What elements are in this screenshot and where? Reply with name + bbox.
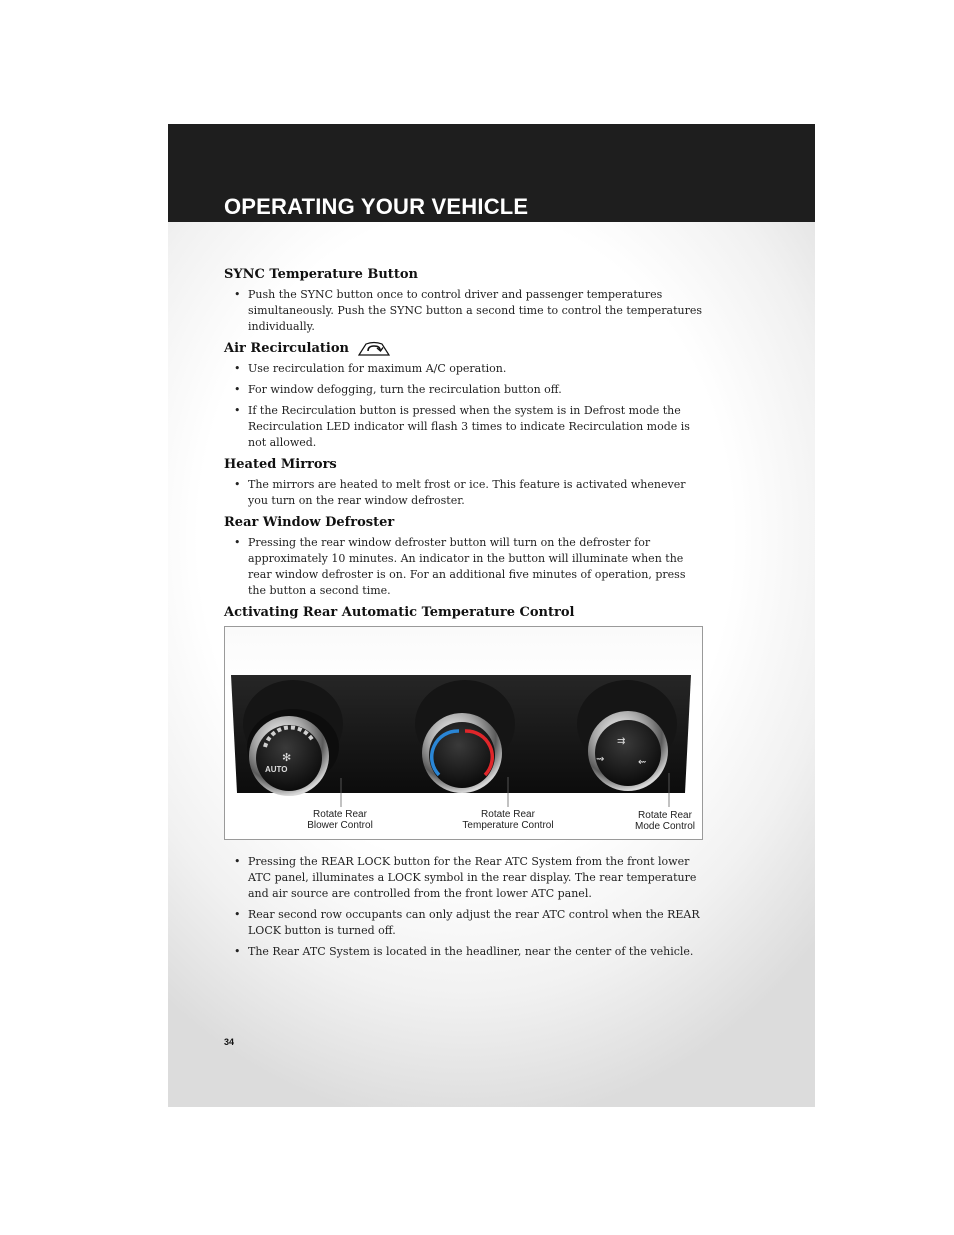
rear-atc-figure — [224, 626, 703, 840]
section-heading: SYNC Temperature Button — [224, 267, 418, 282]
svg-text:⇝: ⇝ — [596, 754, 605, 765]
manual-page — [168, 124, 815, 1107]
bullet-list — [224, 535, 704, 599]
bullet-list — [224, 287, 704, 335]
section-heading: Air Recirculation — [224, 341, 349, 356]
section-rear-atc — [224, 604, 704, 960]
list-item: • If the Recirculation button is pressed when the system is in Defrost mode the Recirculation LED indicator will flash 3 times to indicate Recirculation mode is not allowed. — [224, 403, 704, 451]
list-item: • The Rear ATC System is located in the headliner, near the center of the vehicle. — [224, 944, 704, 960]
auto-label: AUTO — [265, 765, 288, 774]
heading-row — [224, 340, 704, 358]
list-item: • For window defogging, turn the recirculation button off. — [224, 382, 704, 398]
list-item: • Pressing the REAR LOCK button for the Rear ATC System from the front lower ATC panel, illuminates a LOCK symbol in the rear display. The rear temperature and air source are controlled from the front lower ATC panel. — [224, 854, 704, 902]
page-title: OPERATING YOUR VEHICLE — [224, 194, 529, 219]
section-rear-window-defroster — [224, 514, 704, 599]
list-item: • Push the SYNC button once to control driver and passenger temperatures simultaneously. Push the SYNC button a second time to control the temperatures individually. — [224, 287, 704, 335]
section-heading: Heated Mirrors — [224, 457, 337, 472]
section-sync — [224, 266, 704, 335]
list-item: • Use recirculation for maximum A/C operation. — [224, 361, 704, 377]
svg-text:⇜: ⇜ — [638, 757, 647, 768]
section-heading: Rear Window Defroster — [224, 515, 395, 530]
caption-temperature-control: Rotate Rear Temperature Control — [462, 809, 554, 831]
svg-text:⇉: ⇉ — [617, 736, 626, 747]
page-number: 34 — [224, 1037, 235, 1047]
bullet-list — [224, 361, 704, 451]
header-band — [168, 124, 815, 222]
bullet-list — [224, 854, 704, 960]
recirculation-icon — [357, 340, 391, 358]
list-item: • Rear second row occupants can only adjust the rear ATC control when the REAR LOCK button is turned off. — [224, 907, 704, 939]
bullet-list — [224, 477, 704, 509]
caption-mode-control: Rotate Rear Mode Control — [634, 810, 696, 832]
svg-text:✻: ✻ — [282, 752, 292, 764]
section-air-recirculation — [224, 340, 704, 451]
list-item: • Pressing the rear window defroster button will turn on the defroster for approximately 10 minutes. An indicator in the button will illuminate when the rear window defroster is on. For an additional five minutes of operation, press the button a second time. — [224, 535, 704, 599]
section-heated-mirrors — [224, 456, 704, 509]
content — [224, 266, 704, 965]
caption-blower-control: Rotate Rear Blower Control — [307, 809, 373, 831]
section-heading: Activating Rear Automatic Temperature Control — [224, 605, 575, 620]
list-item: • The mirrors are heated to melt frost or ice. This feature is activated whenever you turn on the rear window defroster. — [224, 477, 704, 509]
rear-atc-panel-illustration — [225, 627, 702, 839]
